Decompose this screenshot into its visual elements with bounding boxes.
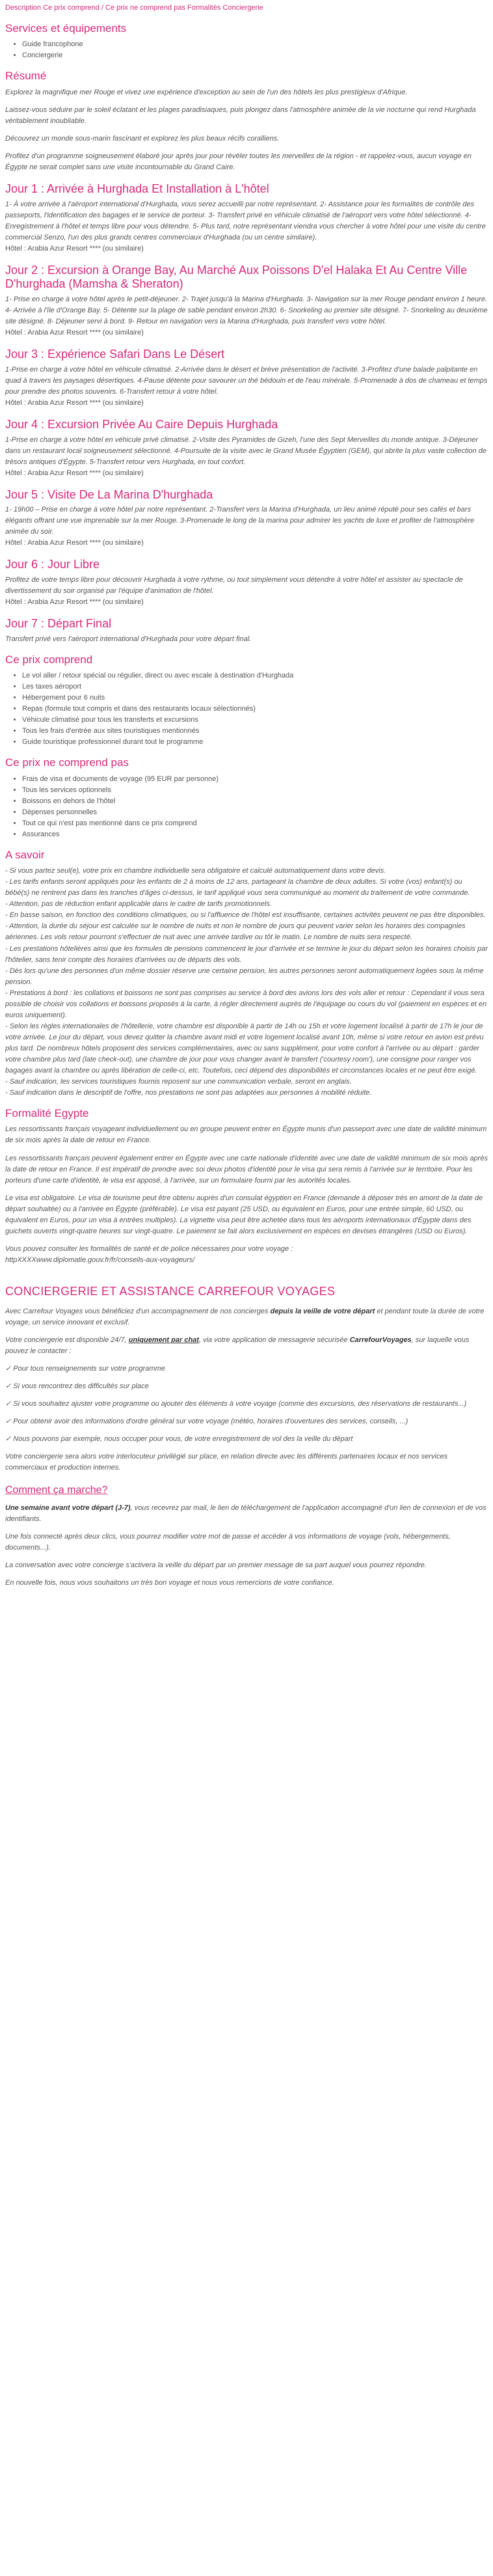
comment-text: , vous recevrez par mail, le lien de téléchargement de l'application accompagné d'un lien de connexion et de vos identifiants. [5,1504,486,1524]
a-savoir-line: - Si vous partez seul(e), votre prix en chambre individuelle sera obligatoire et calculé automatiquement dans votre devis. [5,867,386,875]
list-item: • Les taxes aéroport [22,681,488,692]
conciergerie-closing: Votre conciergerie sera alors votre interlocuteur privilégié sur place, en relation directe avec les différents partenaires locaux et nos services commerciaux et production internes. [5,1453,448,1472]
comment-paragraph: La conversation avec votre concierge s'activera la veille du départ par un premier message de sa part auquel vous pourrez répondre. [5,1561,427,1570]
comment-paragraph: En nouvelle fois, nous vous souhaitons un très bon voyage et nous vous remercions de votre confiance. [5,1579,334,1587]
formalite-paragraph: Les ressortissants français peuvent également entrer en Égypte avec une carte nationale d'identité avec une date de validité minimum de six mois après la date de retour en France. Il est impératif de prendre avec soi deux photos d'identité pour le visa qui sera remis à l'arrivée sur le territoire. Pour les porteurs d'une carte d'identité, le visa est apposé, à l'arrivée, sur un formulaire fourni par les autorités locales. [5,1154,488,1185]
a-savoir-line: - Prestations à bord : les collations et boissons ne sont pas comprises au service à bord des avions lors des vols aller et retour : Cependant il vous sera possible de choisir vos collations et boissons proposés à la carte, à régler directement auprès de l'équipage ou cours du vol (paiement en espèces et en euros uniquement). [5,989,487,1019]
day-3-title: Jour 3 : Expérience Safari Dans Le Désert [5,348,225,361]
ne-comprend-title: Ce prix ne comprend pas [5,756,129,769]
check-item: ✓ Nous pouvons par exemple, nous occuper pour vous, de votre enregistrement de vol des la veille du départ [5,1435,353,1444]
a-savoir-line: - Les tarifs enfants seront appliqués pour les enfants de 2 à moins de 12 ans, partageant la chambre de deux adultes. Si votre (vos) enfant(s) ou bébé(s) ne rentrent pas dans les tranches d'âges ci-dessus, le tarif appliqué vous sera communiqué au moment du traitement de votre commande. [5,878,470,897]
a-savoir-line: - Sauf indication, les services touristiques fournis reposent sur une communication verbale, seront en anglais. [5,1078,352,1086]
formalite-paragraph: Vous pouvez consulter les formalités de santé et de police nécessaires pour votre voyage : [5,1244,293,1253]
day-2-title: Jour 2 : Excursion à Orange Bay, Au Marché Aux Poissons D'el Halaka Et Au Centre Ville D'hurghada (Mamsha & Sheraton) [5,263,468,291]
day-5-body: 1- 19h00 – Prise en charge à votre hôtel par notre représentant. 2-Transfert vers la Marina d'Hurghada, un lieu animé réputé pour ses cafés et bars élégants offrant une vue imprenable sur la mer Rouge. 3-Promenade le long de la marina pour admirer les yachts de luxe et profiter de l'atmosphère animée du soir. [5,506,475,536]
availability-emphasis [129,1336,199,1344]
a-savoir-title: A savoir [5,848,45,861]
check-item: ✓ Si vous rencontrez des difficultés sur place [5,1382,149,1391]
day-4-body: 1-Prise en charge à votre hôtel en véhicule privé climatisé. 2-Visite des Pyramides de Gizeh, l'une des Sept Merveilles du monde antique. 3-Déjeuner dans un restaurant local soigneusement sélectionné. 4-Poursuite de la visite avec le Grand Musée Égyptien (GEM), qui abrite la plus vaste collection de trésors antiques d'Égypte. 5-Transfert retour vers Hurghada, en tout confort. [5,435,486,466]
comment-bold: Une semaine avant votre départ (J-7) [5,1504,131,1513]
day-6-body: Profitez de votre temps libre pour découvrir Hurghada à votre rythme, ou tout simplement vous détendre à votre hôtel et assister au spectacle de divertissement du soir organisé par l'équipe d'animation de l'hôtel. [5,576,463,596]
day-2-hotel: Hôtel : Arabia Azur Resort **** (ou similaire) [5,329,144,337]
day-7-title: Jour 7 : Départ Final [5,617,112,631]
comment-title: Comment ça marche? [5,1485,108,1496]
diplomatie-link[interactable]: httpXXXXwww.diplomatie.gouv.fr/fr/conseils-aux-voyageurs/ [5,1255,195,1264]
a-savoir-line: - Sauf indication dans le descriptif de l'offre, nos prestations ne sont pas adaptées aux personnes à mobilité réduite. [5,1089,372,1097]
day-3-hotel: Hôtel : Arabia Azur Resort **** (ou similaire) [5,398,144,407]
day-4-title: Jour 4 : Excursion Privée Au Caire Depuis Hurghada [5,417,278,431]
day-4-hotel: Hôtel : Arabia Azur Resort **** (ou similaire) [5,469,144,477]
formalite-title: Formalité Egypte [5,1107,89,1120]
services-list [5,39,488,61]
day-1-hotel: Hôtel : Arabia Azur Resort **** (ou similaire) [5,244,144,253]
a-savoir-line: - Attention, la durée du séjour est calculée sur le nombre de nuits et non le nombre de jours qui peuvent varier selon les horaires des compagnies aériennes. Les vols retour pourront s'effectuer de nuit avec une arrivée tardive ou tôt le matin. Le nombre de nuits sera respecté. [5,922,466,942]
check-item: ✓ Pour tous renseignements sur votre programme [5,1365,165,1373]
formalite-paragraph: Le visa est obligatoire. Le visa de tourisme peut être obtenu auprès d'un consulat égyptien en France (demande à déposer très en amont de la date de départ souhaitée) ou à l'arrivée en Égypte (préférable). Le visa est payant (25 USD, ou équivalent en Euros, pour une entrée simple, 60 USD, ou équivalent en Euros, pour un visa à entrées multiples). La vignette visa peut être achetée dans tous les aéroports internationaux d'Égypte dans des guichets ouverts vingt-quatre heures sur vingt-quatre. Le paiement se fait alors exclusivement en espèces en devises étrangères (USD ou Euros). [5,1194,483,1235]
list-item: • Conciergerie [22,50,488,61]
a-savoir-line: - Les prestations hôtelières ainsi que les formules de pensions commencent le jour d'arrivée et se termine le jour du départ selon les horaires choisis par l'hôtelier, sans tenir compte des horaires d'arrivées ou de départs des vols. [5,944,488,964]
list-item: • Tout ce qui n'est pas mentionné dans ce prix comprend [22,818,488,829]
list-item: • Véhicule climatisé pour tous les transferts et excursions [22,715,488,726]
a-savoir-line: - Selon les règles internationales de l'hôtellerie, votre chambre est disponible à partir de 14h ou 15h et votre logement localisé à partir de 17h le jour de votre arrivée. Le jour du départ, vous devez quitter la chambre avant midi et votre logement localisé avant 10h, même si votre retour en avion est prévu plus tard. De nombreux hôtels proposent des services complémentaires, avec ou sans supplément, pour votre confort à l'arrivée ou au départ : garder votre chambre plus tard (late check-out), une chambre de jour pour vous changer avant le transfert ('courtesy room'), une consigne pour ranger vos bagages avant la chambre ou après libération de celle-ci, etc. Toutefois, ceci dépend des disponibilités et circonstances locales et ne peut être exigé. [5,1022,484,1075]
list-item: • Tous les frais d'entrée aux sites touristiques mentionnés [22,726,488,737]
resume-paragraph: Découvrez un monde sous-marin fascinant et explorez les plus beaux récifs coralliens. [5,134,280,143]
day-6-title: Jour 6 : Jour Libre [5,558,100,571]
list-item: • Guide touristique professionnel durant tout le programme [22,737,488,748]
list-item: • Frais de visa et documents de voyage (95 EUR par personne) [22,774,488,785]
list-item: • Tous les services optionnels [22,785,488,796]
availability-text: Votre conciergerie est disponible 24/7, [5,1336,129,1344]
itinerary [5,182,488,645]
resume-paragraph: Explorez la magnifique mer Rouge et vivez une expérience d'exception au sein de l'un des hôtels les plus prestigieux d'Afrique. [5,88,408,96]
day-7-body: Transfert privé vers l'aéroport international d'Hurghada pour votre départ final. [5,635,252,643]
conciergerie-intro-text: et pendant toute la durée de votre voyage, un service innovant et exclusif. [5,1307,485,1326]
day-2-body: 1- Prise en charge à votre hôtel après le petit-déjeuner. 2- Trajet jusqu'à la Marina d'Hurghada. 3- Navigation sur la mer Rouge pendant environ 1 heure. 4- Arrivée à l'île d'Orange Bay. 5- Détente sur la plage de sable pendant environ 2h30. 6- Snorkeling au premier site désigné. 7- Snorkeling au deuxième site désigné. 8- Déjeuner servi à bord. 9- Retour en navigation vers la Marina d'Hurghada, puis transfert vers votre hôtel. [5,295,488,326]
check-item: ✓ Si vous souhaitez ajuster votre programme ou ajouter des éléments à votre voyage (comme des excursions, des réservations de restaurants...) [5,1400,467,1408]
formalite-paragraph: Les ressortissants français voyageant individuellement ou en groupe peuvent entrer en Égypte munis d'un passeport avec une date de validité minimum de six mois après la date de retour en France. [5,1125,487,1145]
comment-paragraph: Une fois connecté après deux clics, vous pourrez modifier votre mot de passe et accéder à vos informations de voyage (vols, hébergements, documents...). [5,1533,451,1552]
services-title: Services et équipements [5,22,127,35]
day-5-hotel: Hôtel : Arabia Azur Resort **** (ou similaire) [5,539,144,547]
comment-paragraph [5,1503,488,1525]
list-item: • Repas (formule tout compris et dans des restaurants locaux sélectionnés) [22,704,488,715]
ne-comprend-list [5,774,488,840]
app-name: CarrefourVoyages [349,1336,412,1344]
list-item: • Dépenses personnelles [22,807,488,818]
day-6-hotel: Hôtel : Arabia Azur Resort **** (ou similaire) [5,598,144,607]
comprend-list [5,670,488,748]
resume-title: Résumé [5,70,47,83]
a-savoir-line: - En basse saison, en fonction des conditions climatiques, ou si l'affluence de l'hôtel est insuffisante, certaines activités peuvent ne pas être disponibles. [5,911,486,920]
a-savoir-line: - Dès lors qu'une des personnes d'un même dossier réserve une certaine pension, les autres personnes seront automatiquement logées sous la même pension. [5,966,484,986]
availability-bold: uniquement par chat [128,1336,199,1344]
list-item: • Assurances [22,829,488,840]
list-item: • Hébergement pour 6 nuits [22,692,488,704]
list-item: • Guide francophone [22,39,488,50]
day-3-body: 1-Prise en charge à votre hôtel en véhicule climatisé. 2-Arrivée dans le désert et brève présentation de l'activité. 3-Profitez d'une balade palpitante en quad à travers les paysages désertiques. 4-Pause détente pour savourer un thé bédouin et de l'eau minérale. 5-Promenade à dos de chameau et temps pour prendre des photos souvenirs. 6-Transfert retour à votre hôtel. [5,365,488,396]
list-item: • Boissons en dehors de l'hôtel [22,796,488,807]
conciergerie-intro [5,1306,488,1328]
resume-paragraph: Profitez d'un programme soigneusement élaboré jour après jour pour révéler toutes les merveilles de la région - et rappelez-vous, aucun voyage en Égypte ne serait complet sans une visite incontournable du Grand Caire. [5,152,472,171]
a-savoir-list [5,866,488,1099]
check-item: ✓ Pour obtenir avoir des informations d'ordre général sur votre voyage (météo, horaires d'ouvertures des services, conseils, ...) [5,1418,408,1426]
a-savoir-line: - Attention, pas de réduction enfant applicable dans le cadre de tarifs promotionnels. [5,900,272,909]
list-item: • Le vol aller / retour spécial ou régulier, direct ou avec escale à destination d'Hurghada [22,670,488,681]
conciergerie-title: CONCIERGERIE ET ASSISTANCE CARREFOUR VOYAGES [5,1284,336,1298]
resume-paragraph: Laissez-vous séduire par le soleil éclatant et les plages paradisiaques, puis plongez dans l'atmosphère animée de la vie nocturne qui rend Hurghada véritablement inoubliable. [5,105,476,125]
breadcrumb[interactable]: Description Ce prix comprend / Ce prix ne comprend pas Formalités Conciergerie [5,4,263,12]
day-1-body: 1- À votre arrivée à l'aéroport international d'Hurghada, vous serez accueilli par notre représentant. 2- Assistance pour les formalités de contrôle des passeports, l'identification des bagages et le service de porteur. 3- Transfert privé en véhicule climatisé de l'aéroport vers votre hôtel sélectionné. 4- Enregistrement à l'hôtel et temps libre pour vous détendre. 5- Plus tard, notre représentant viendra vous chercher à votre hôtel pour une visite du centre commercial Senzo, l'un des plus grands centres commerciaux d'Hurghada (ou un centre similaire). [5,200,486,241]
day-1-title: Jour 1 : Arrivée à Hurghada Et Installation à L'hôtel [5,182,269,195]
conciergerie-intro-text: Avec Carrefour Voyages vous bénéficiez d'un accompagnement de nos concierges [5,1307,271,1315]
day-5-title: Jour 5 : Visite De La Marina D'hurghada [5,487,213,501]
comprend-title: Ce prix comprend [5,653,93,666]
conciergerie-availability [5,1335,488,1357]
availability-text: , sur laquelle vous pouvez le contacter : [5,1336,470,1355]
conciergerie-intro-bold: depuis la veille de votre départ [270,1307,375,1315]
availability-text: , via votre application de messagerie sécurisée [198,1336,350,1344]
